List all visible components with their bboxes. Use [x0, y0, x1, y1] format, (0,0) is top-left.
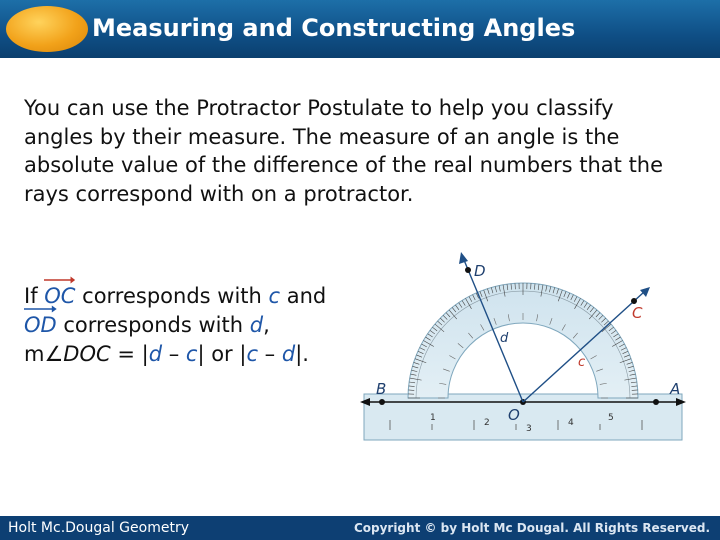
corresponds-text-2: corresponds with [56, 313, 250, 337]
comma: , [263, 313, 270, 337]
or-part: | or | [197, 342, 247, 366]
footer-publisher: Holt Mc.Dougal Geometry [8, 520, 189, 536]
ruler-num-2: 2 [484, 418, 490, 428]
ruler-num-5: 5 [608, 413, 614, 423]
equals-abs: = | [110, 342, 149, 366]
header-bar [0, 0, 720, 58]
abs-end: |. [295, 342, 309, 366]
arrow-d-icon [459, 252, 468, 264]
ray-od-label: OD [24, 313, 57, 337]
footer-copyright: Copyright © by Holt Mc Dougal. All Rights Reserved. [353, 521, 710, 535]
and-word: and [280, 284, 327, 308]
label-small-d: d [500, 331, 509, 346]
ray-oc-label: OC [44, 284, 76, 308]
header-oval-logo [6, 6, 88, 52]
if-word: If [24, 284, 45, 308]
label-a: A [670, 380, 681, 398]
angle-symbol: ∠ [44, 342, 64, 366]
protractor-arc [408, 283, 638, 398]
footer-bar [0, 516, 720, 540]
measure-m: m [24, 342, 45, 366]
point-b [379, 399, 385, 405]
ruler-num-3: 3 [526, 424, 532, 434]
label-small-c: c [578, 355, 586, 370]
expr-d1: d [148, 342, 163, 366]
body-paragraph: You can use the Protractor Postulate to help you classify angles by their measure. The measure of an angle is the absolute value of the difference of the real numbers that the rays correspond with on a protractor. [24, 96, 664, 206]
protractor-figure [360, 248, 700, 448]
example-text [24, 282, 384, 369]
expr-d2: d [281, 342, 296, 366]
var-d: d [249, 313, 264, 337]
label-o: O [508, 406, 520, 424]
ruler-num-4: 4 [568, 418, 574, 428]
angle-name: DOC [63, 342, 111, 366]
label-b: B [376, 380, 387, 398]
ray-arrow-icon [44, 276, 75, 284]
ruler-num-1: 1 [430, 413, 436, 423]
var-c: c [268, 284, 281, 308]
corresponds-text-1: corresponds with [75, 284, 269, 308]
expr-c1: c [185, 342, 198, 366]
point-a [653, 399, 659, 405]
minus-1: – [162, 342, 186, 366]
ray-od [24, 311, 57, 340]
expr-c2: c [246, 342, 258, 366]
arrow-c-icon [640, 287, 650, 297]
point-d [465, 267, 471, 273]
minus-2: – [257, 342, 282, 366]
ray-arrow-icon [24, 305, 57, 313]
label-d: D [474, 262, 486, 280]
label-c: C [632, 304, 643, 322]
page-title: Measuring and Constructing Angles [92, 14, 576, 42]
